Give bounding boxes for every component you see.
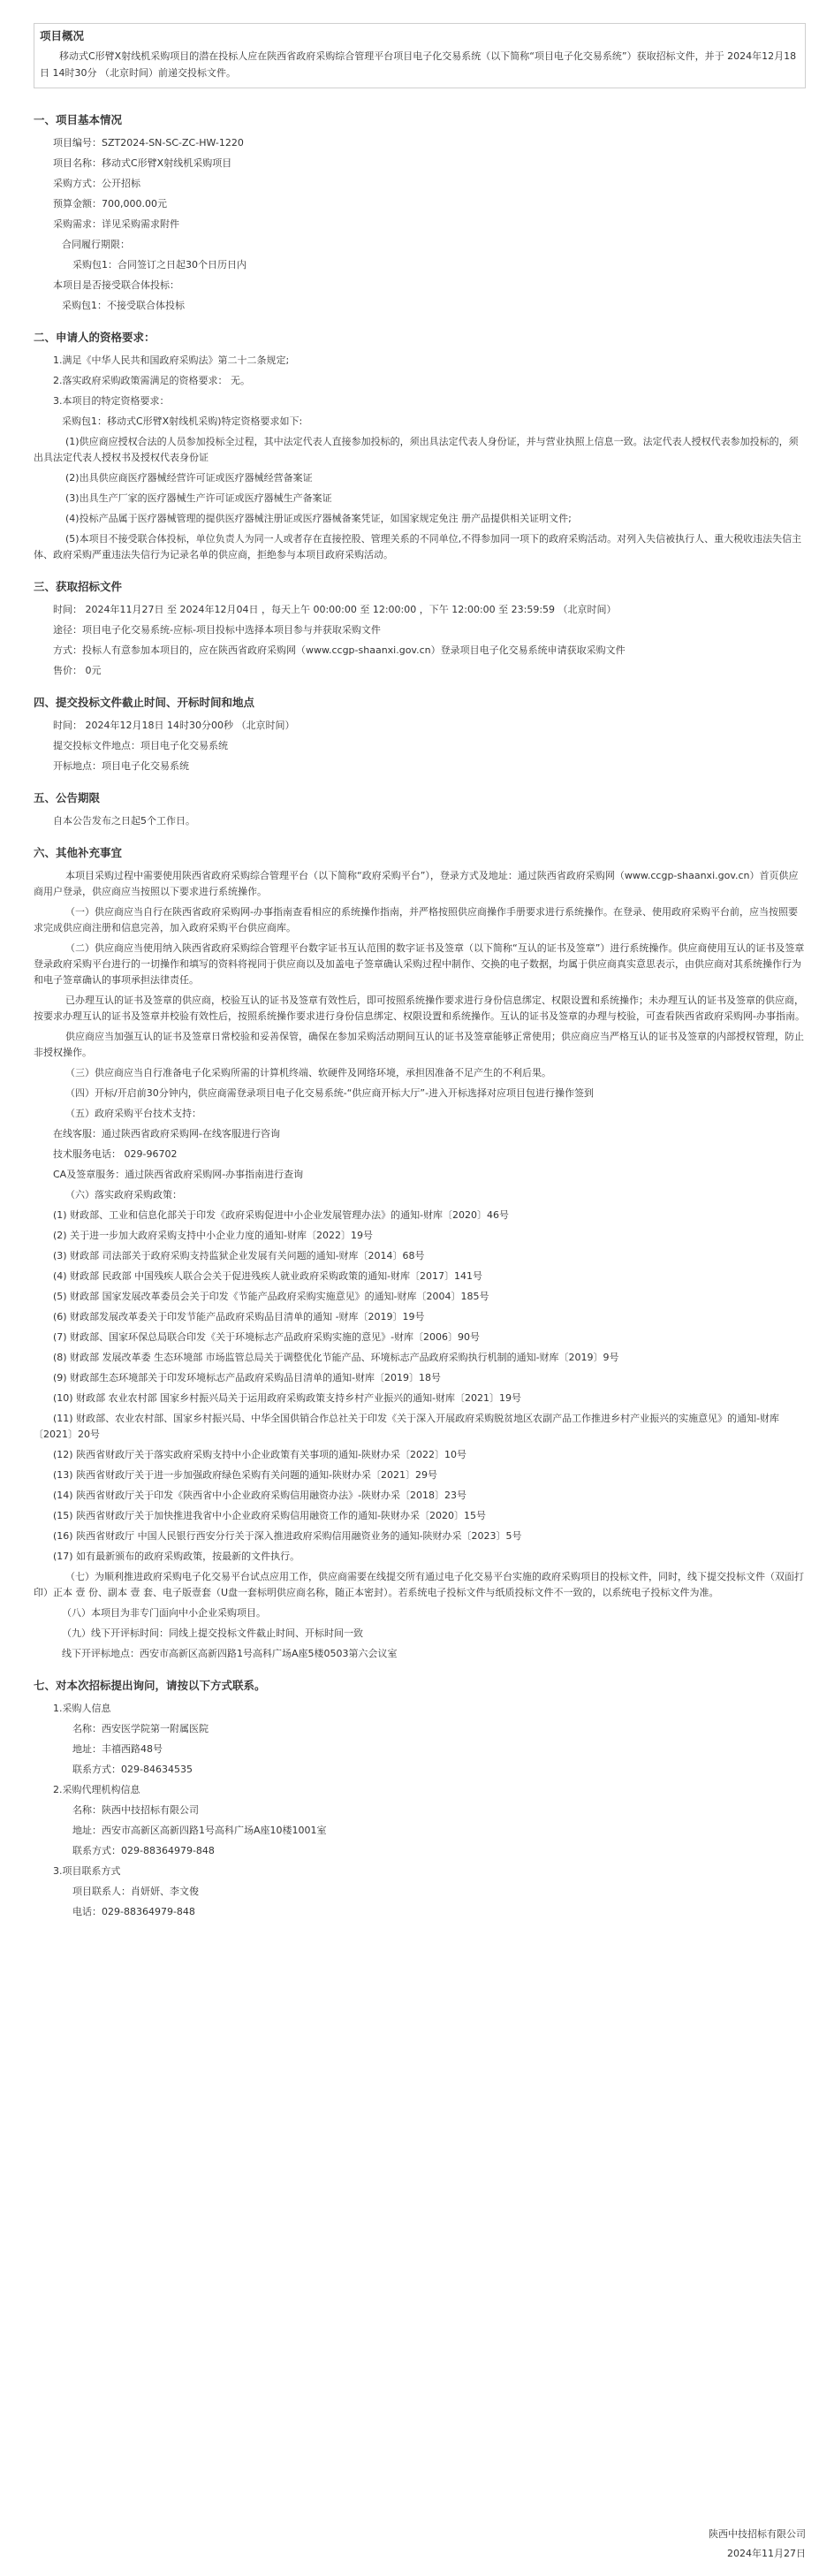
buyer-address: 地址：丰禧西路48号	[72, 1743, 163, 1755]
support-phone: 技术服务电话： 029-96702	[53, 1148, 178, 1160]
project-name: 项目名称：移动式C形臂X射线机采购项目	[53, 157, 232, 169]
procurement-method: 采购方式：公开招标	[53, 178, 140, 189]
submission-location: 提交投标文件地点：项目电子化交易系统	[53, 740, 228, 751]
issuer-company: 陕西中技招标有限公司	[709, 2528, 806, 2540]
matter-3: （三）供应商应当自行准备电子化采购所需的计算机终端、软硬件及网络环境，承担因准备不足产生的不利后果。	[65, 1067, 551, 1078]
policy-item: (6) 财政部发展改革委关于印发节能产品政府采购品目清单的通知 -财库〔2019〕19号	[53, 1311, 425, 1322]
buyer-phone: 联系方式：029-84634535	[72, 1764, 193, 1775]
platform-intro: 本项目采购过程中需要使用陕西省政府采购综合管理平台（以下简称“政府采购平台”），登录方式及地址：通过陕西省政府采购网（www.ccgp-shaanxi.gov.cn）首页供应商用户登录，供应商应当按照以下要求进行系统操作。	[34, 870, 799, 897]
contract-period-item: 采购包1：合同签订之日起30个日历日内	[72, 259, 246, 271]
section-other-matters	[34, 844, 806, 1662]
policy-item: (2) 关于进一步加大政府采购支持中小企业力度的通知-财库〔2022〕19号	[53, 1230, 374, 1241]
policy-item: (16) 陕西省财政厅 中国人民银行西安分行关于深入推进政府采购信用融资业务的通知-陕财办采〔2023〕5号	[53, 1530, 522, 1542]
obtain-price: 售价： 0元	[53, 665, 102, 676]
agent-phone: 联系方式：029-88364979-848	[72, 1845, 215, 1856]
policy-item: (13) 陕西省财政厅关于进一步加强政府绿色采购有关问题的通知-陕财办采〔2021〕29号	[53, 1469, 438, 1481]
requirement-3: 3.本项目的特定资格要求：	[53, 395, 170, 407]
project-number: 项目编号：SZT2024-SN-SC-ZC-HW-1220	[53, 137, 244, 149]
contact-title: 3.项目联系方式	[53, 1865, 121, 1877]
certificate-paragraph: 供应商应当加强互认的证书及签章日常校验和妥善保管，确保在参加采购活动期间互认的证书及签章能够正常使用；供应商应当严格互认的证书及签章的内部授权管理，防止非授权操作。	[34, 1031, 804, 1058]
section-title: 四、提交投标文件截止时间、开标时间和地点	[34, 696, 255, 709]
buyer-name: 名称：西安医学院第一附属医院	[72, 1723, 209, 1734]
policy-item: (15) 陕西省财政厅关于加快推进我省中小企业政府采购信用融资工作的通知-陕财办采〔2020〕15号	[53, 1510, 487, 1521]
consortium-item: 采购包1：不接受联合体投标	[62, 300, 185, 311]
matter-7: （七）为顺利推进政府采购电子化交易平台试点应用工作，供应商需要在线提交所有通过电子化交易平台实施的政府采购项目的投标文件，同时，线下提交投标文件（双面打印）正本 壹 份、副本 壹 套、电子版壹套（U盘一套标明供应商名称，随正本密封）。若系统电子投标文件与纸质投标文件不一致的，以系统电子投标文件为准。	[34, 1571, 804, 1598]
policy-item: (7) 财政部、国家环保总局联合印发《关于环境标志产品政府采购实施的意见》-财库〔2006〕90号	[53, 1331, 481, 1343]
agent-name: 名称：陕西中技招标有限公司	[72, 1804, 199, 1816]
support-ca: CA及签章服务：通过陕西省政府采购网-办事指南进行查询	[53, 1169, 304, 1180]
requirement-item: (3)出具生产厂家的医疗器械生产许可证或医疗器械生产备案证	[65, 492, 332, 504]
policy-item: (5) 财政部 国家发展改革委员会关于印发《节能产品政府采购实施意见》的通知-财库〔2004〕185号	[53, 1291, 489, 1302]
agent-title: 2.采购代理机构信息	[53, 1784, 140, 1795]
section-title: 三、获取招标文件	[34, 580, 123, 593]
obtain-channel: 途径：项目电子化交易系统-应标-项目投标中选择本项目参与并获取采购文件	[53, 624, 381, 636]
section-title: 七、对本次招标提出询问，请按以下方式联系。	[34, 1679, 266, 1692]
policy-item: (8) 财政部 发展改革委 生态环境部 市场监管总局关于调整优化节能产品、环境标志产品政府采购执行机制的通知-财库〔2019〕9号	[53, 1352, 619, 1363]
consortium-title: 本项目是否接受联合体投标：	[53, 279, 179, 291]
project-overview-box	[34, 23, 806, 88]
policy-item: (9) 财政部生态环境部关于印发环境标志产品政府采购品目清单的通知-财库〔2019〕18号	[53, 1372, 442, 1383]
requirement-item: (2)出具供应商医疗器械经营许可证或医疗器械经营备案证	[65, 472, 313, 484]
procurement-demand: 采购需求：详见采购需求附件	[53, 218, 179, 230]
section-basic-info	[34, 111, 806, 314]
policy-item: (3) 财政部 司法部关于政府采购支持监狱企业发展有关问题的通知-财库〔2014〕68号	[53, 1250, 425, 1261]
certificate-paragraph: 已办理互认的证书及签章的供应商，校验互认的证书及签章有效性后，即可按照系统操作要求进行身份信息绑定、权限设置和系统操作；未办理互认的证书及签章的供应商，按要求办理互认的证书及签章并校验有效性后，按照系统操作要求进行身份信息绑定、权限设置和系统操作。互认的证书及签章的办理与校验，可查看陕西省政府采购网-办事指南。	[34, 995, 805, 1022]
package-requirements: 采购包1：移动式C形臂X射线机采购)特定资格要求如下:	[62, 415, 303, 427]
announcement-period: 自本公告发布之日起5个工作日。	[53, 815, 195, 827]
policy-item: (12) 陕西省财政厅关于落实政府采购支持中小企业政策有关事项的通知-陕财办采〔2022〕10号	[53, 1449, 467, 1460]
policy-item: (11) 财政部、农业农村部、国家乡村振兴局、中华全国供销合作总社关于印发《关于深入开展政府采购脱贫地区农副产品工作推进乡村产业振兴的实施意见》的通知-财库〔2021〕20号	[34, 1413, 780, 1440]
policy-item: (17) 如有最新颁布的政府采购政策，按最新的文件执行。	[53, 1551, 300, 1562]
section-contact	[34, 1677, 806, 1920]
matter-9: （九）线下开评标时间：同线上提交投标文件截止时间、开标时间一致	[62, 1627, 363, 1639]
requirement-item: (4)投标产品属于医疗器械管理的提供医疗器械注册证或医疗器械备案凭证，如国家规定免注 册产品提供相关证明文件;	[65, 513, 572, 524]
contract-period-title: 合同履行期限：	[62, 239, 130, 250]
obtain-time: 时间： 2024年11月27日 至 2024年12月04日 ，每天上午 00:00:00 至 12:00:00 ，下午 12:00:00 至 23:59:59 （北京时间）	[53, 604, 617, 615]
contact-phone: 电话：029-88364979-848	[72, 1906, 195, 1917]
requirement-2: 2.落实政府采购政策需满足的资格要求： 无。	[53, 375, 250, 386]
requirement-item: (1)供应商应授权合法的人员参加投标全过程，其中法定代表人直接参加投标的，须出具法定代表人身份证，并与营业执照上信息一致。法定代表人授权代表参加投标的，须出具法定代表人授权书及授权代表身份证	[34, 436, 799, 463]
announcement-page	[34, 23, 806, 1935]
section-title: 一、项目基本情况	[34, 113, 123, 126]
section-deadline	[34, 694, 806, 774]
overview-title: 项目概况	[40, 29, 85, 42]
section-title: 六、其他补充事宜	[34, 846, 123, 859]
policy-item: (1) 财政部、工业和信息化部关于印发《政府采购促进中小企业发展管理办法》的通知-财库〔2020〕46号	[53, 1209, 510, 1221]
opening-location: 开标地点：项目电子化交易系统	[53, 760, 189, 772]
signature-block	[34, 2525, 806, 2564]
contact-person: 项目联系人：肖妍妍、李文俊	[72, 1886, 199, 1897]
agent-address: 地址：西安市高新区高新四路1号高科广场A座10楼1001室	[72, 1825, 327, 1836]
section-announcement-period	[34, 789, 806, 829]
requirement-1: 1.满足《中华人民共和国政府采购法》第二十二条规定;	[53, 354, 290, 366]
requirement-item: (5)本项目不接受联合体投标，单位负责人为同一人或者存在直接控股、管理关系的不同单位,不得参加同一项下的政府采购活动。对列入失信被执行人、重大税收违法失信主体、政府采购严重违法失信行为记录名单的供应商，拒绝参与本项目政府采购活动。	[34, 533, 802, 560]
matter-8: （八）本项目为非专门面向中小企业采购项目。	[62, 1607, 266, 1619]
matter-2: （二）供应商应当使用纳入陕西省政府采购综合管理平台数字证书互认范围的数字证书及签章（以下简称“互认的证书及签章”）进行系统操作。供应商使用互认的证书及签章登录政府采购平台进行的一切操作和填写的资料将视同于供应商以及加盖电子签章确认采购过程中制作、交换的电子数据，均属于供应商真实意思表示，由供应商对其系统操作行为和电子签章确认的事项承担法律责任。	[34, 942, 805, 986]
policy-item: (4) 财政部 民政部 中国残疾人联合会关于促进残疾人就业政府采购政策的通知-财库〔2017〕141号	[53, 1270, 483, 1282]
support-online: 在线客服：通过陕西省政府采购网-在线客服进行咨询	[53, 1128, 280, 1139]
matter-6: （六）落实政府采购政策：	[65, 1189, 182, 1200]
section-obtain-documents	[34, 578, 806, 679]
policy-item: (14) 陕西省财政厅关于印发《陕西省中小企业政府采购信用融资办法》-陕财办采〔2018〕23号	[53, 1490, 467, 1501]
deadline-time: 时间： 2024年12月18日 14时30分00秒 （北京时间）	[53, 720, 295, 731]
buyer-title: 1.采购人信息	[53, 1703, 111, 1714]
budget-amount: 预算金额：700,000.00元	[53, 198, 167, 210]
section-title: 二、申请人的资格要求：	[34, 331, 155, 344]
section-qualification	[34, 329, 806, 563]
issue-date: 2024年11月27日	[727, 2548, 806, 2559]
section-title: 五、公告期限	[34, 791, 101, 804]
matter-4: （四）开标/开启前30分钟内，供应商需登录项目电子化交易系统-“供应商开标大厅”-进入开标选择对应项目包进行操作签到	[65, 1087, 595, 1099]
obtain-method: 方式：投标人有意参加本项目的，应在陕西省政府采购网（www.ccgp-shaanxi.gov.cn）登录项目电子化交易系统申请获取采购文件	[53, 644, 626, 656]
offline-location: 线下开评标地点：西安市高新区高新四路1号高科广场A座5楼0503第六会议室	[62, 1648, 398, 1659]
matter-1: （一）供应商应当自行在陕西省政府采购网-办事指南查看相应的系统操作指南，并严格按照供应商操作手册要求进行系统操作。在登录、使用政府采购平台前，应当按照要求完成供应商注册和信息完善，加入政府采购平台供应商库。	[34, 906, 798, 934]
overview-body: 移动式C形臂X射线机采购项目的潜在投标人应在陕西省政府采购综合管理平台项目电子化交易系统（以下简称“项目电子化交易系统”）获取招标文件，并于 2024年12月18日 14时30分 （北京时间）前递交投标文件。	[40, 50, 797, 79]
matter-5: （五）政府采购平台技术支持：	[65, 1108, 201, 1119]
policy-item: (10) 财政部 农业农村部 国家乡村振兴局关于运用政府采购政策支持乡村产业振兴的通知-财库〔2021〕19号	[53, 1392, 522, 1404]
